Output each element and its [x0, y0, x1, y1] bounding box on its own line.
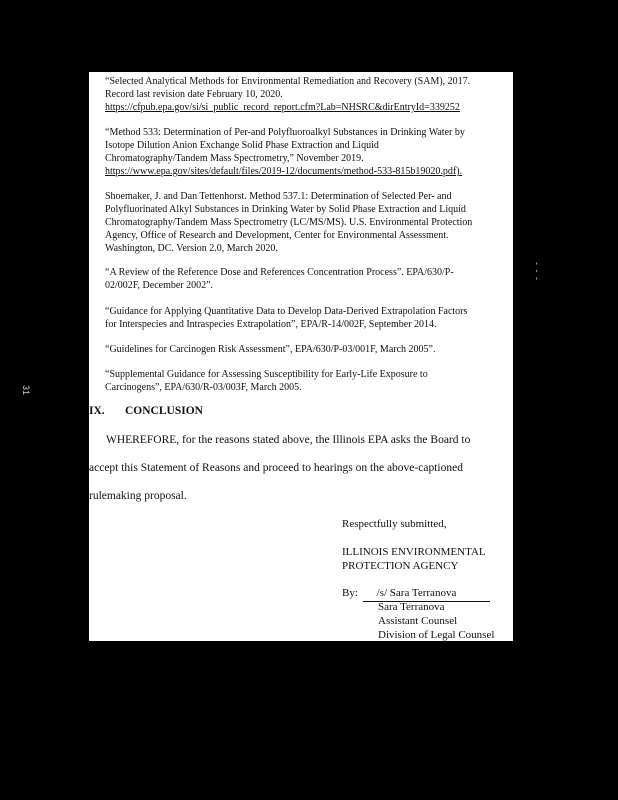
reference-line: Washington, DC. Version 2.0, March 2020.	[105, 243, 278, 254]
reference-line: Record last revision date February 10, 2020.	[105, 89, 283, 100]
body-line: accept this Statement of Reasons and proceed to hearings on the above-captioned	[89, 462, 463, 474]
reference-carcinogen-guidelines	[105, 343, 435, 356]
reference-line: “Selected Analytical Methods for Environmental Remediation and Recovery (SAM), 2017.	[105, 76, 471, 87]
page-number: 31	[21, 385, 31, 396]
signature-field	[363, 587, 490, 602]
reference-line: Polyfluorinated Alkyl Substances in Drinking Water by Solid Phase Extraction and Liquid	[105, 204, 466, 215]
reference-extrapolation-guidance	[105, 305, 467, 331]
reference-line: Chromatography/Tandem Mass Spectrometry,” November 2019.	[105, 153, 364, 164]
signature-line	[342, 587, 490, 602]
reference-method-533	[105, 126, 465, 178]
section-heading	[89, 405, 203, 417]
signer-title: Assistant Counsel	[378, 615, 458, 627]
reference-method-537	[105, 190, 472, 255]
reference-link[interactable]: https://www.epa.gov/sites/default/files/2019-12/documents/method-533-815b19020.pdf).	[105, 166, 463, 177]
body-line: WHEREFORE, for the reasons stated above, the Illinois EPA asks the Board to	[106, 434, 471, 446]
signer-division: Division of Legal Counsel	[378, 629, 495, 641]
reference-line: “A Review of the Reference Dose and References Concentration Process”. EPA/630/P-	[105, 267, 454, 278]
reference-line: “Method 533: Determination of Per-and Polyfluoroalkyl Substances in Drinking Water by	[105, 127, 465, 138]
section-number: IX.	[89, 405, 105, 417]
org-line-1: ILLINOIS ENVIRONMENTAL	[342, 546, 486, 558]
reference-rfd-review	[105, 266, 454, 292]
signer-name: Sara Terranova	[378, 601, 445, 613]
closing: Respectfully submitted,	[342, 518, 447, 530]
reference-line: “Guidance for Applying Quantitative Data to Develop Data-Derived Extrapolation Factors	[105, 306, 468, 317]
section-title: CONCLUSION	[125, 405, 203, 417]
reference-line: Isotope Dilution Anion Exchange Solid Phase Extraction and Liquid	[105, 140, 379, 151]
reference-line: “Guidelines for Carcinogen Risk Assessment”, EPA/630/P-03/001F, March 2005”.	[105, 344, 436, 355]
reference-line: for Interspecies and Intraspecies Extrapolation”, EPA/R-14/002F, September 2014.	[105, 319, 437, 330]
reference-link[interactable]: https://cfpub.epa.gov/si/si_public_record_report.cfm?Lab=NHSRC&dirEntryId=339252	[105, 102, 460, 113]
reference-line: Agency, Office of Research and Development, Center for Environmental Assessment.	[105, 230, 449, 241]
margin-mark: - - -	[532, 262, 542, 281]
reference-line: Chromatography/Tandem Mass Spectrometry (LC/MS/MS). U.S. Environmental Protection	[105, 217, 473, 228]
by-label: By:	[342, 587, 358, 599]
document-page	[89, 72, 513, 641]
reference-line: Carcinogens”, EPA/630/R-03/003F, March 2005.	[105, 382, 302, 393]
org-line-2: PROTECTION AGENCY	[342, 560, 459, 572]
reference-line: “Supplemental Guidance for Assessing Susceptibility for Early-Life Exposure to	[105, 369, 428, 380]
reference-line: 02/002F, December 2002”.	[105, 280, 214, 291]
signed-name: /s/ Sara Terranova	[376, 587, 457, 599]
reference-supplemental-guidance	[105, 368, 428, 394]
reference-line: Shoemaker, J. and Dan Tettenhorst. Method 537.1: Determination of Selected Per- and	[105, 191, 452, 202]
body-line: rulemaking proposal.	[89, 490, 187, 502]
reference-sam	[105, 75, 470, 114]
